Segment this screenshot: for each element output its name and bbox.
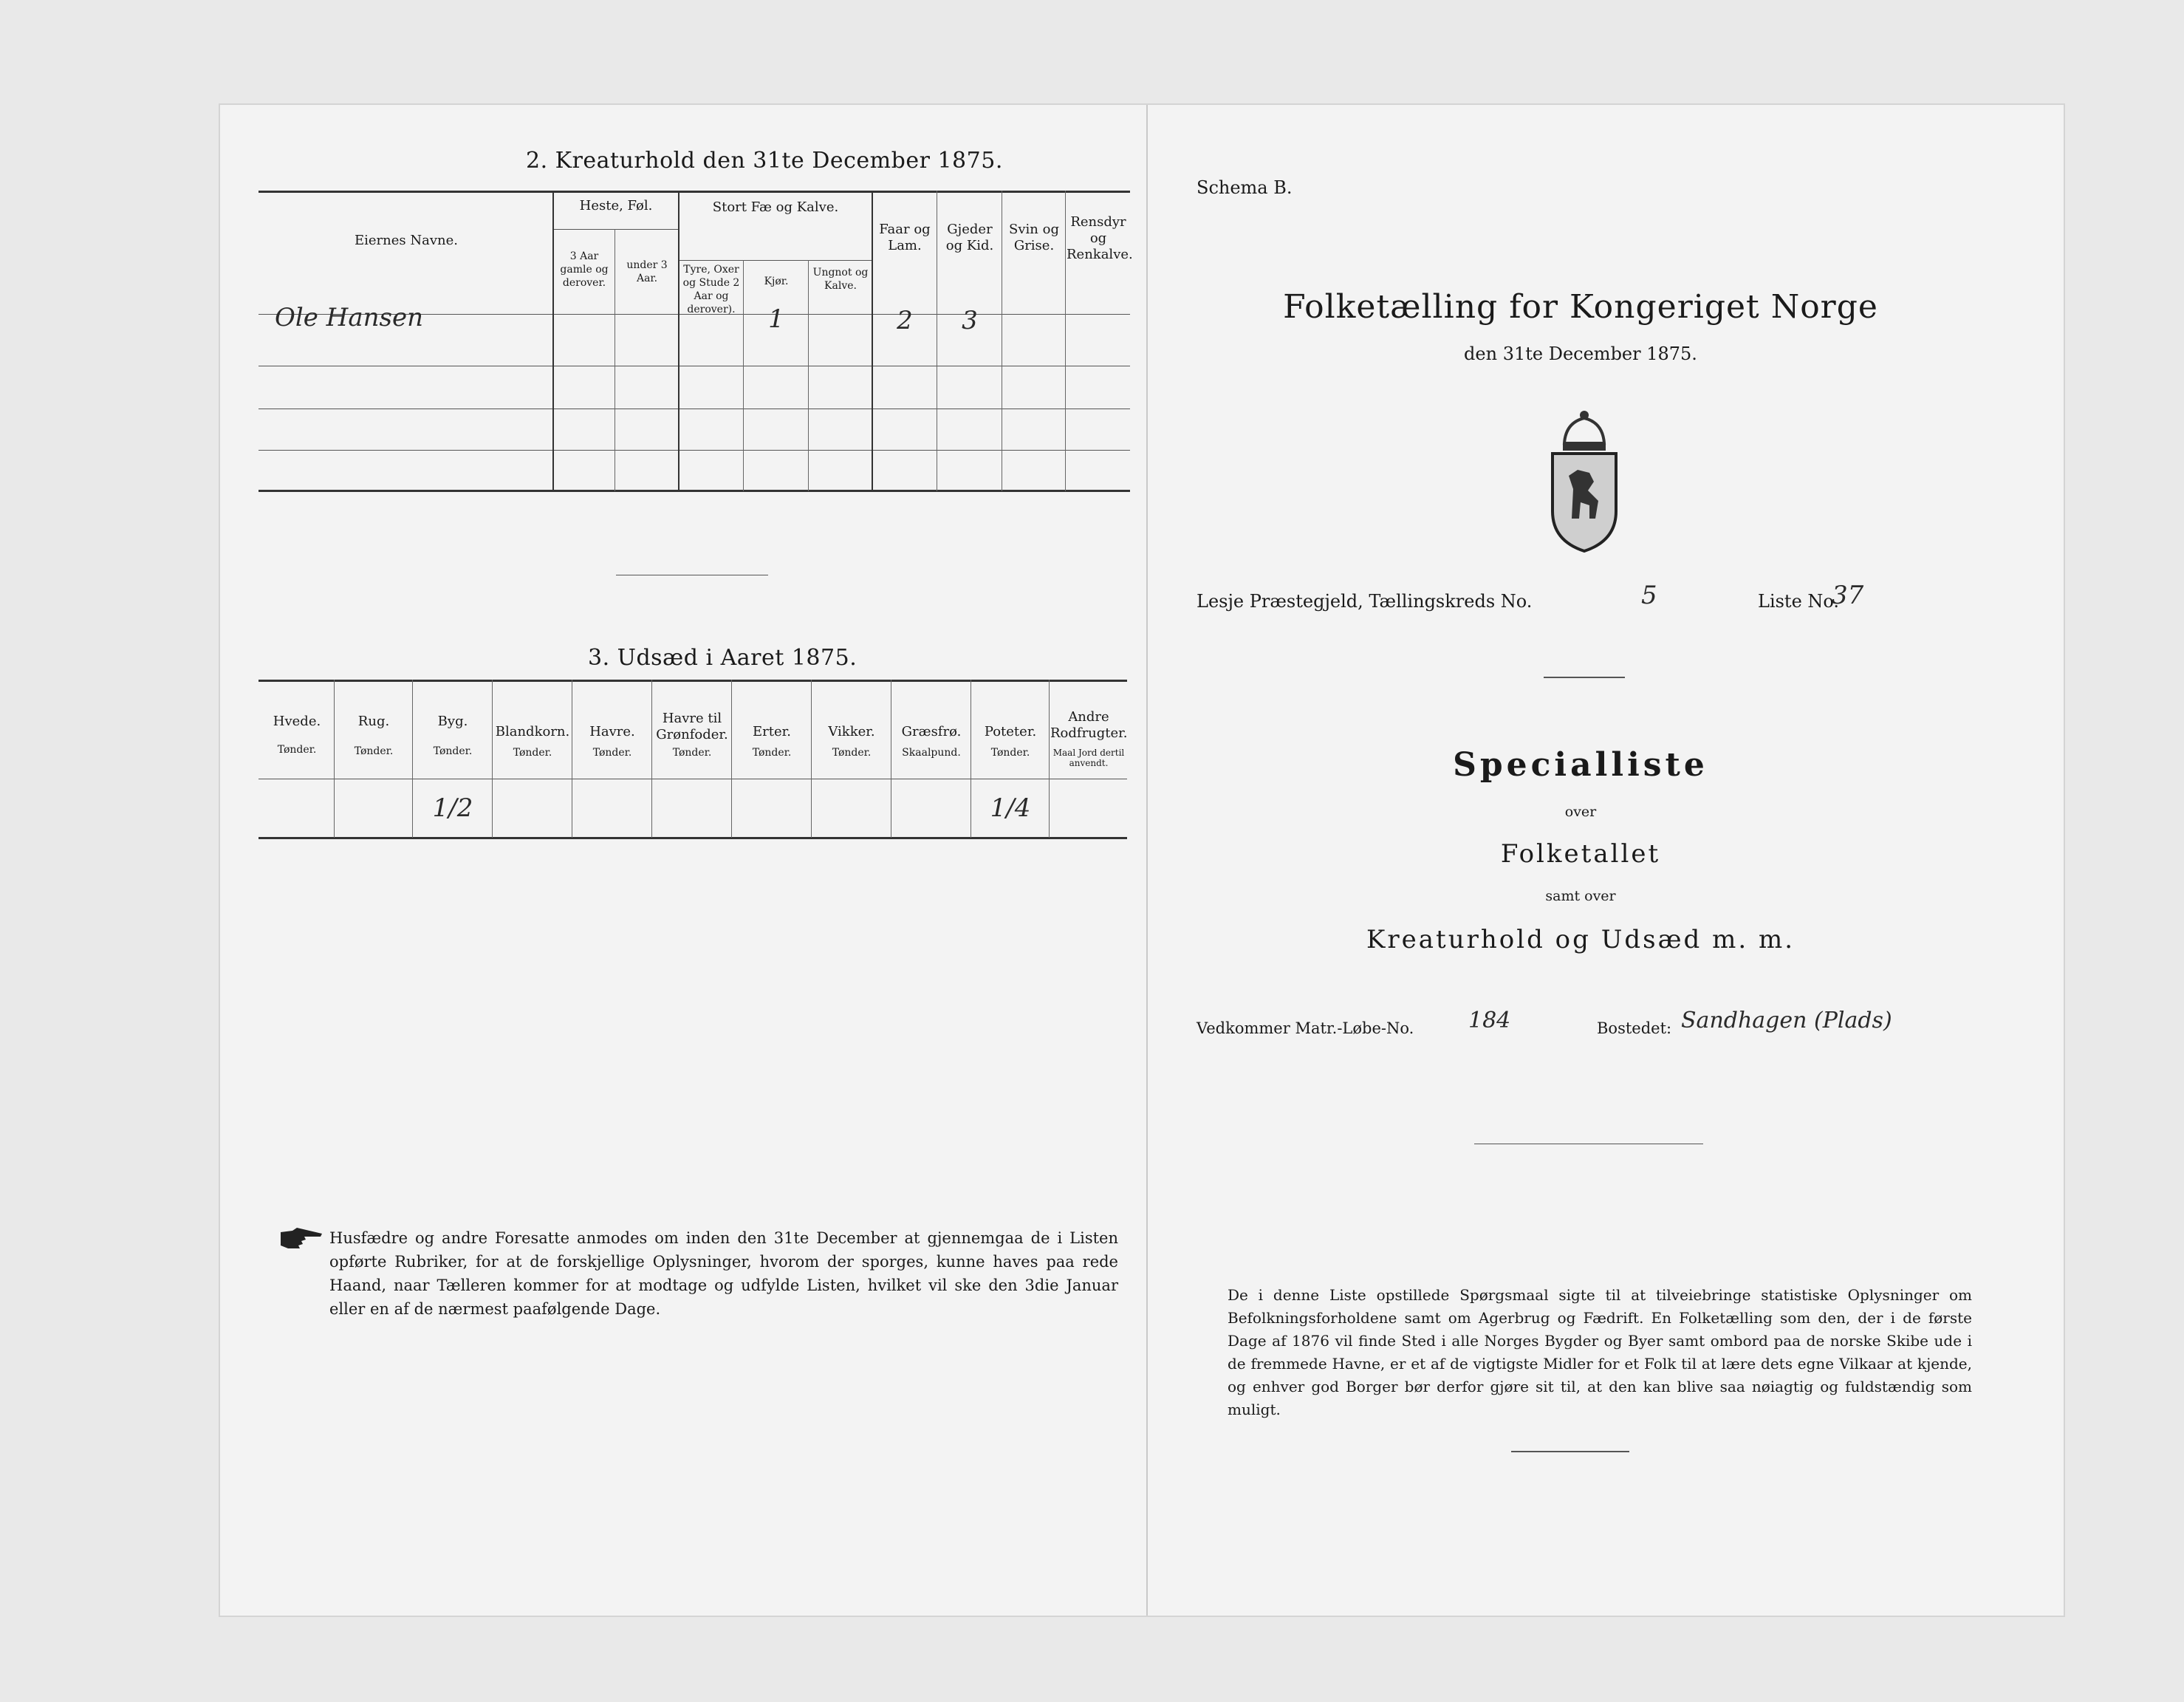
samt-over-text: samt over	[1545, 888, 1616, 904]
date-line: den 31te December 1875.	[1464, 344, 1697, 364]
col-3aar: 3 Aar gamle og derover.	[560, 250, 609, 289]
col-svin: Svin og Grise.	[1009, 222, 1059, 253]
col-havre-gronfoder: Havre til Grønfoder.	[656, 711, 728, 742]
folketallet-title: Folketallet	[1500, 839, 1661, 869]
main-title: Folketælling for Kongeriget Norge	[1283, 288, 1878, 326]
liste-label: Liste No.	[1758, 591, 1840, 612]
divider	[1544, 677, 1625, 678]
col-rug: Rug.	[357, 714, 390, 729]
col-gjeder: Gjeder og Kid.	[945, 222, 994, 253]
poteter-value: 1/4	[990, 793, 1031, 823]
unit-andre: Maal Jord dertil anvendt.	[1052, 748, 1125, 768]
stort-fae-header: Stort Fæ og Kalve.	[712, 199, 839, 215]
section2-title: 2. Kreaturhold den 31te December 1875.	[526, 148, 1003, 174]
col-faar: Faar og Lam.	[879, 222, 931, 253]
col-under3: under 3 Aar.	[626, 259, 668, 284]
kreaturhold-title: Kreaturhold og Udsæd m. m.	[1366, 925, 1795, 954]
section3-title: 3. Udsæd i Aaret 1875.	[588, 645, 857, 671]
col-rensdyr: Rensdyr og Renkalve.	[1067, 214, 1133, 262]
bosted-value: Sandhagen (Plads)	[1681, 1008, 1892, 1033]
unit-hvede: Tønder.	[277, 744, 317, 756]
col-blandkorn: Blandkorn.	[495, 724, 570, 739]
bosted-label: Bostedet:	[1597, 1019, 1672, 1037]
notice-text: Husfædre og andre Foresatte anmodes om inden den 31te December at gjennemgaa de i Listen opførte Rubriker, for at de forskjellige Oplysninger, hvorom der sporges, kunne haves paa rede Haand, naar Tælleren kommer for at modtage og udfylde Listen, hvilket vil ske den 3die Januar eller en af de nærmest paafølgende Dage.	[329, 1229, 1118, 1318]
liste-number: 37	[1832, 581, 1864, 610]
parish-label: Lesje Præstegjeld, Tællingskreds No.	[1197, 591, 1533, 612]
pointing-hand-icon	[279, 1226, 325, 1251]
heste-header: Heste, Føl.	[579, 198, 653, 213]
unit-byg: Tønder.	[433, 745, 473, 757]
col-ungnot: Ungnot og Kalve.	[812, 267, 869, 292]
faar-value: 2	[897, 306, 913, 335]
page-fold	[1146, 105, 1148, 1616]
col-kjor: Kjør.	[764, 276, 789, 287]
col-andre: Andre Rodfrugter.	[1050, 709, 1128, 741]
col-havre: Havre.	[589, 724, 635, 739]
owner-header: Eiernes Navne.	[355, 233, 458, 248]
explanation-paragraph: De i denne Liste opstillede Spørgsmaal sigte til at tilveiebringe statistiske Oplysninger om Befolkningsforholdene samt om Agerbrug og Fædrift. En Folketælling som den, der i de første Dage af 1876 vil finde Sted i alle Norges Bygder og Byer samt ombord paa de norske Skibe ude i de fremmede Havne, er et af de vigtigste Midler for et Folk til at lære dets egne Vilkaar at kjende, og enhver god Borger bør derfor gjøre sit til, at den kan blive saa nøiagtig og fuldstændig som muligt.	[1228, 1286, 1972, 1418]
unit-havre-gronfoder: Tønder.	[672, 747, 712, 759]
col-byg: Byg.	[437, 714, 468, 729]
col-graesfro: Græsfrø.	[901, 724, 962, 739]
col-erter: Erter.	[753, 724, 791, 739]
unit-graesfro: Skaalpund.	[902, 747, 961, 759]
col-tyre: Tyre, Oxer og Stude 2 Aar og derover).	[682, 264, 740, 315]
col-poteter: Poteter.	[984, 724, 1037, 739]
matr-label: Vedkommer Matr.-Løbe-No.	[1197, 1019, 1414, 1037]
unit-rug: Tønder.	[354, 745, 394, 757]
kreds-number: 5	[1641, 581, 1657, 610]
divider	[1511, 1451, 1629, 1452]
specialliste-title: Specialliste	[1453, 746, 1708, 784]
col-hvede: Hvede.	[273, 714, 321, 729]
unit-havre: Tønder.	[592, 747, 632, 759]
norway-coat-of-arms-icon	[1536, 408, 1632, 553]
unit-erter: Tønder.	[752, 747, 792, 759]
over-text: over	[1564, 804, 1597, 820]
gjeder-value: 3	[962, 306, 978, 335]
unit-vikker: Tønder.	[832, 747, 872, 759]
owner-name: Ole Hansen	[275, 303, 423, 332]
col-vikker: Vikker.	[828, 724, 875, 739]
kjor-value: 1	[768, 304, 784, 334]
matr-number: 184	[1468, 1008, 1511, 1033]
byg-value: 1/2	[432, 793, 473, 823]
unit-blandkorn: Tønder.	[513, 747, 552, 759]
schema-label: Schema B.	[1197, 177, 1293, 198]
unit-poteter: Tønder.	[990, 747, 1030, 759]
